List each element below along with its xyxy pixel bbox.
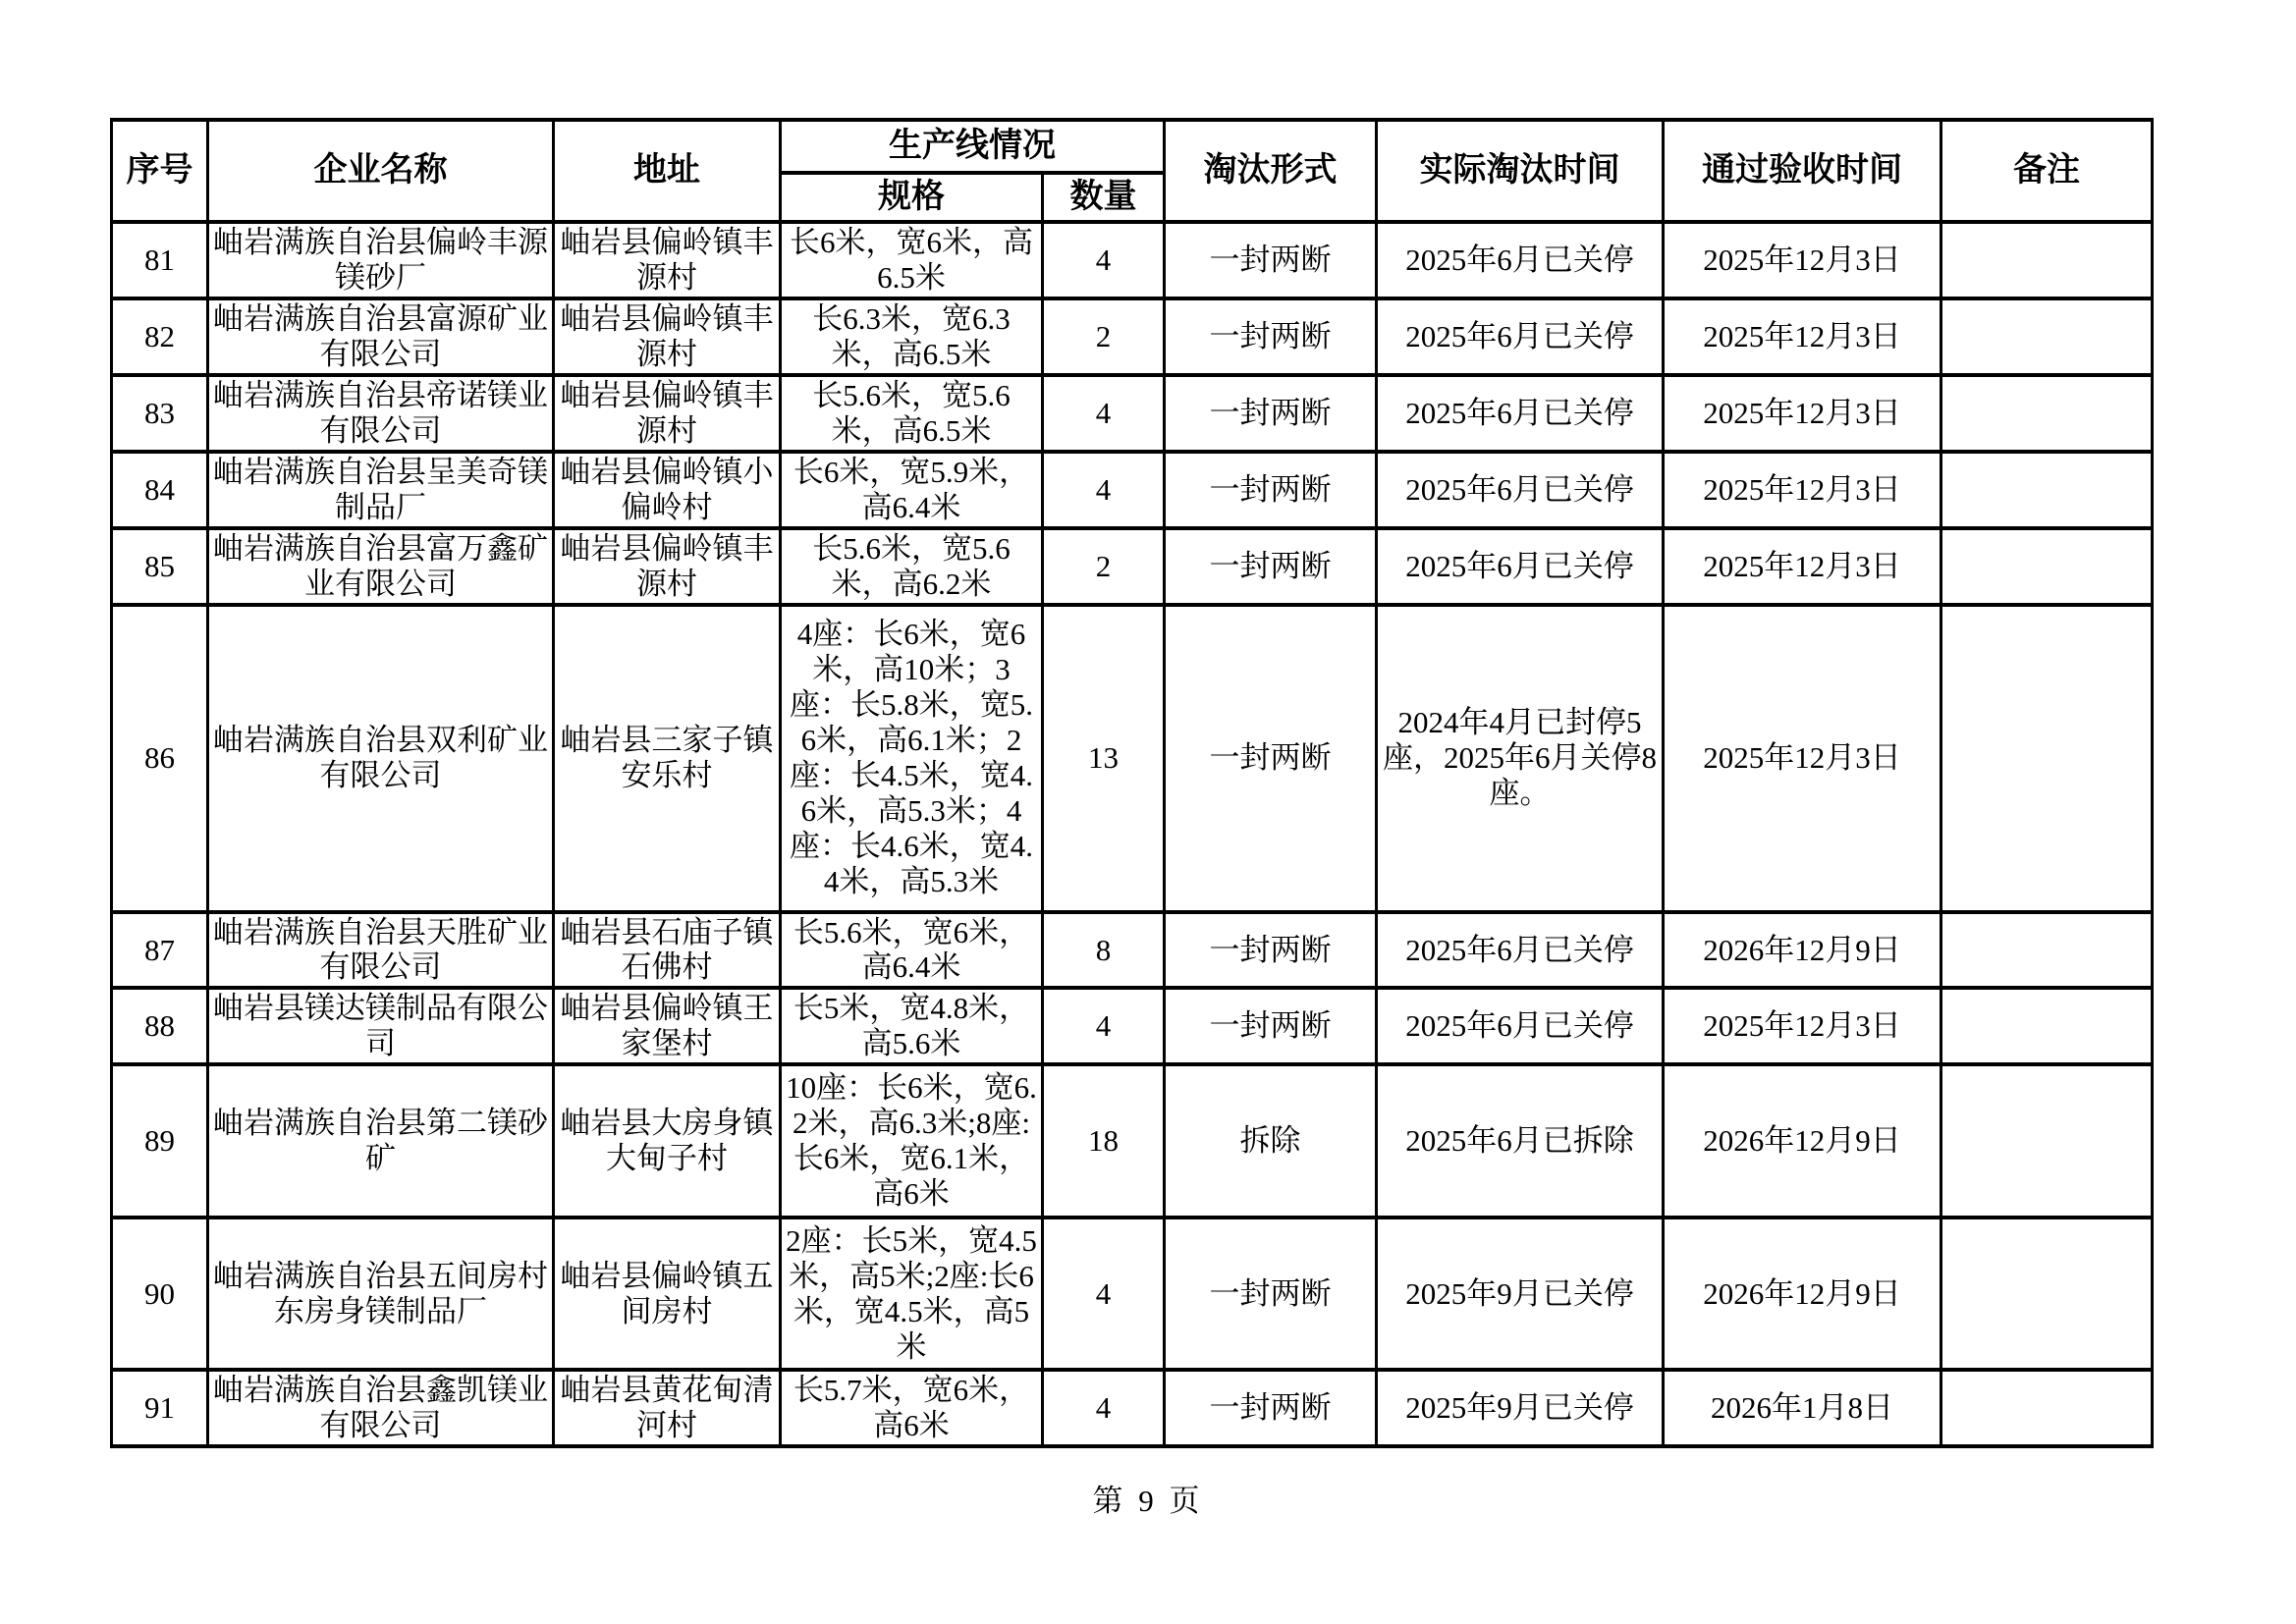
- cell-address: 岫岩县大房身镇大甸子村: [554, 1064, 781, 1218]
- cell-elimination-form: 一封两断: [1165, 1370, 1377, 1446]
- cell-spec: 长5.6米，宽6米，高6.4米: [781, 912, 1043, 989]
- cell-note: [1941, 988, 2153, 1064]
- table-row: [112, 222, 2153, 298]
- cell-note: [1941, 1218, 2153, 1370]
- cell-actual-time: 2025年9月已关停: [1377, 1370, 1664, 1446]
- cell-acceptance-time: 2025年12月3日: [1664, 528, 1941, 605]
- cell-note: [1941, 912, 2153, 989]
- cell-note: [1941, 222, 2153, 298]
- table-row: [112, 1370, 2153, 1446]
- elimination-table: [110, 118, 2154, 1448]
- cell-actual-time: 2025年6月已关停: [1377, 528, 1664, 605]
- cell-address: 岫岩县黄花甸清河村: [554, 1370, 781, 1446]
- cell-quantity: 4: [1043, 222, 1165, 298]
- col-header-production-line: 生产线情况: [781, 120, 1165, 173]
- cell-company: 岫岩满族自治县鑫凯镁业有限公司: [208, 1370, 554, 1446]
- col-header-address: 地址: [554, 120, 781, 222]
- cell-spec: 长6米，宽6米，高6.5米: [781, 222, 1043, 298]
- cell-serial: 81: [112, 222, 208, 298]
- cell-spec: 10座：长6米，宽6.2米，高6.3米;8座:长6米，宽6.1米，高6米: [781, 1064, 1043, 1218]
- col-header-quantity: 数量: [1043, 173, 1165, 222]
- table-row: [112, 988, 2153, 1064]
- cell-quantity: 4: [1043, 375, 1165, 452]
- table-row: [112, 912, 2153, 989]
- cell-actual-time: 2025年6月已关停: [1377, 452, 1664, 528]
- cell-serial: 91: [112, 1370, 208, 1446]
- cell-spec: 长5.7米，宽6米，高6米: [781, 1370, 1043, 1446]
- cell-quantity: 2: [1043, 298, 1165, 375]
- cell-elimination-form: 一封两断: [1165, 912, 1377, 989]
- cell-address: 岫岩县石庙子镇石佛村: [554, 912, 781, 989]
- table-row: [112, 1218, 2153, 1370]
- cell-serial: 86: [112, 605, 208, 912]
- cell-actual-time: 2025年6月已关停: [1377, 298, 1664, 375]
- cell-elimination-form: 拆除: [1165, 1064, 1377, 1218]
- cell-spec: 长5.6米，宽5.6米，高6.5米: [781, 375, 1043, 452]
- header-row-1: [112, 120, 2153, 173]
- cell-serial: 90: [112, 1218, 208, 1370]
- cell-address: 岫岩县偏岭镇五间房村: [554, 1218, 781, 1370]
- cell-actual-time: 2024年4月已封停5座，2025年6月关停8座。: [1377, 605, 1664, 912]
- cell-address: 岫岩县偏岭镇丰源村: [554, 298, 781, 375]
- cell-company: 岫岩满族自治县呈美奇镁制品厂: [208, 452, 554, 528]
- table-row: [112, 1064, 2153, 1218]
- col-header-serial: 序号: [112, 120, 208, 222]
- cell-quantity: 4: [1043, 1370, 1165, 1446]
- cell-acceptance-time: 2025年12月3日: [1664, 988, 1941, 1064]
- cell-address: 岫岩县偏岭镇丰源村: [554, 528, 781, 605]
- cell-address: 岫岩县偏岭镇丰源村: [554, 222, 781, 298]
- cell-acceptance-time: 2025年12月3日: [1664, 375, 1941, 452]
- cell-serial: 85: [112, 528, 208, 605]
- col-header-acceptance-time: 通过验收时间: [1664, 120, 1941, 222]
- cell-quantity: 18: [1043, 1064, 1165, 1218]
- cell-elimination-form: 一封两断: [1165, 1218, 1377, 1370]
- cell-serial: 88: [112, 988, 208, 1064]
- page-number: 第 9 页: [1092, 1484, 1204, 1518]
- cell-company: 岫岩满族自治县偏岭丰源镁砂厂: [208, 222, 554, 298]
- cell-spec: 长5米，宽4.8米，高5.6米: [781, 988, 1043, 1064]
- cell-elimination-form: 一封两断: [1165, 452, 1377, 528]
- cell-company: 岫岩满族自治县双利矿业有限公司: [208, 605, 554, 912]
- cell-company: 岫岩满族自治县富万鑫矿业有限公司: [208, 528, 554, 605]
- cell-company: 岫岩满族自治县天胜矿业有限公司: [208, 912, 554, 989]
- cell-address: 岫岩县偏岭镇王家堡村: [554, 988, 781, 1064]
- cell-note: [1941, 605, 2153, 912]
- table-row: [112, 452, 2153, 528]
- cell-quantity: 2: [1043, 528, 1165, 605]
- cell-acceptance-time: 2025年12月3日: [1664, 298, 1941, 375]
- cell-company: 岫岩满族自治县第二镁砂矿: [208, 1064, 554, 1218]
- cell-acceptance-time: 2026年12月9日: [1664, 912, 1941, 989]
- cell-elimination-form: 一封两断: [1165, 988, 1377, 1064]
- cell-quantity: 4: [1043, 1218, 1165, 1370]
- col-header-actual-time: 实际淘汰时间: [1377, 120, 1664, 222]
- table-row: [112, 605, 2153, 912]
- cell-note: [1941, 298, 2153, 375]
- cell-acceptance-time: 2026年12月9日: [1664, 1064, 1941, 1218]
- cell-acceptance-time: 2025年12月3日: [1664, 605, 1941, 912]
- col-header-note: 备注: [1941, 120, 2153, 222]
- cell-spec: 2座：长5米，宽4.5米，高5米;2座:长6米，宽4.5米，高5米: [781, 1218, 1043, 1370]
- cell-spec: 长5.6米，宽5.6米，高6.2米: [781, 528, 1043, 605]
- cell-actual-time: 2025年6月已关停: [1377, 375, 1664, 452]
- table-row: [112, 375, 2153, 452]
- cell-elimination-form: 一封两断: [1165, 528, 1377, 605]
- cell-note: [1941, 375, 2153, 452]
- cell-company: 岫岩县镁达镁制品有限公司: [208, 988, 554, 1064]
- cell-quantity: 4: [1043, 452, 1165, 528]
- cell-company: 岫岩满族自治县五间房村东房身镁制品厂: [208, 1218, 554, 1370]
- cell-address: 岫岩县偏岭镇小偏岭村: [554, 452, 781, 528]
- cell-quantity: 4: [1043, 988, 1165, 1064]
- cell-acceptance-time: 2026年1月8日: [1664, 1370, 1941, 1446]
- cell-spec: 4座：长6米，宽6米，高10米；3座：长5.8米，宽5.6米，高6.1米；2座：长4.5米，宽4.6米，高5.3米；4座：长4.6米，宽4.4米，高5.3米: [781, 605, 1043, 912]
- cell-acceptance-time: 2025年12月3日: [1664, 452, 1941, 528]
- cell-elimination-form: 一封两断: [1165, 298, 1377, 375]
- cell-elimination-form: 一封两断: [1165, 605, 1377, 912]
- cell-elimination-form: 一封两断: [1165, 375, 1377, 452]
- cell-spec: 长6.3米，宽6.3米，高6.5米: [781, 298, 1043, 375]
- cell-company: 岫岩满族自治县富源矿业有限公司: [208, 298, 554, 375]
- cell-note: [1941, 528, 2153, 605]
- col-header-elimination-form: 淘汰形式: [1165, 120, 1377, 222]
- cell-actual-time: 2025年9月已关停: [1377, 1218, 1664, 1370]
- cell-serial: 87: [112, 912, 208, 989]
- cell-note: [1941, 452, 2153, 528]
- cell-note: [1941, 1370, 2153, 1446]
- cell-address: 岫岩县三家子镇安乐村: [554, 605, 781, 912]
- cell-spec: 长6米，宽5.9米，高6.4米: [781, 452, 1043, 528]
- cell-serial: 82: [112, 298, 208, 375]
- table-sheet: [110, 118, 2154, 1448]
- cell-elimination-form: 一封两断: [1165, 222, 1377, 298]
- cell-quantity: 8: [1043, 912, 1165, 989]
- cell-serial: 89: [112, 1064, 208, 1218]
- col-header-company: 企业名称: [208, 120, 554, 222]
- cell-quantity: 13: [1043, 605, 1165, 912]
- cell-address: 岫岩县偏岭镇丰源村: [554, 375, 781, 452]
- cell-company: 岫岩满族自治县帝诺镁业有限公司: [208, 375, 554, 452]
- cell-actual-time: 2025年6月已关停: [1377, 988, 1664, 1064]
- col-header-spec: 规格: [781, 173, 1043, 222]
- cell-acceptance-time: 2025年12月3日: [1664, 222, 1941, 298]
- table-row: [112, 298, 2153, 375]
- cell-actual-time: 2025年6月已关停: [1377, 912, 1664, 989]
- cell-serial: 84: [112, 452, 208, 528]
- cell-note: [1941, 1064, 2153, 1218]
- cell-acceptance-time: 2026年12月9日: [1664, 1218, 1941, 1370]
- cell-actual-time: 2025年6月已拆除: [1377, 1064, 1664, 1218]
- cell-serial: 83: [112, 375, 208, 452]
- cell-actual-time: 2025年6月已关停: [1377, 222, 1664, 298]
- table-row: [112, 528, 2153, 605]
